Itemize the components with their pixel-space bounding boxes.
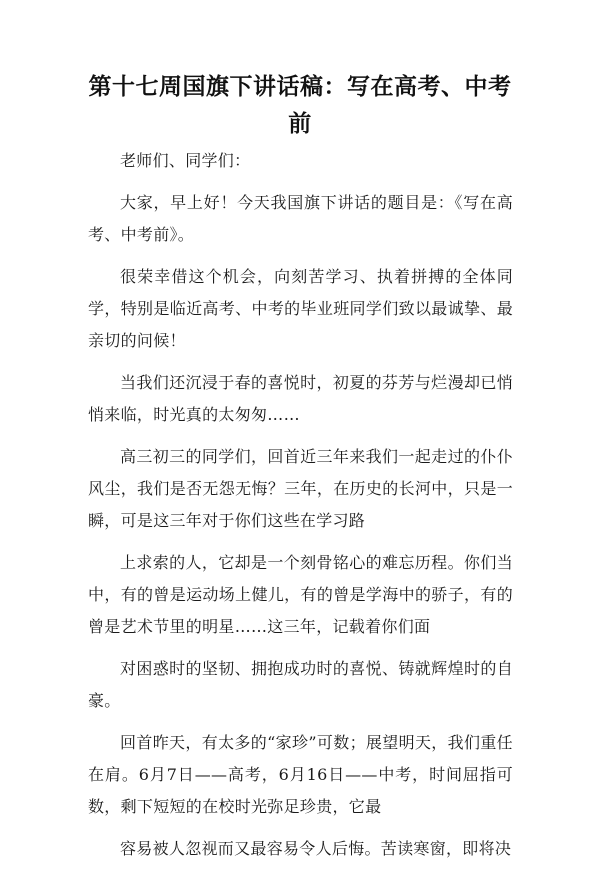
paragraph-salutation: 老师们、同学们：: [120, 151, 251, 170]
paragraph-exam-dates: 回首昨天，有太多的“家珍”可数；展望明天，我们重任在肩。6月7日——高考，6月16日——中考，时间屈指可数，剩下短短的在校时光弥足珍贵，它最: [88, 733, 513, 816]
paragraph-regret: 容易被人忽视而又最容易令人后悔。苦读寒窗，即将决: [120, 839, 512, 858]
paragraph-regards: 很荣幸借这个机会，向刻苦学习、执着拼搏的全体同学，特别是临近高考、中考的毕业班同学们致以最诚挚、最亲切的问候！: [88, 267, 513, 350]
paragraph-pride: 对困惑时的坚韧、拥抱成功时的喜悦、铸就辉煌时的自豪。: [88, 659, 513, 710]
paragraph-three-years: 高三初三的同学们，回首近三年来我们一起走过的仆仆风尘，我们是否无怨无悔？三年，在历史的长河中，只是一瞬，可是这三年对于你们这些在学习路: [88, 447, 513, 530]
paragraph-early-summer: 当我们还沉浸于春的喜悦时，初夏的芬芳与烂漫却已悄悄来临，时光真的太匆匆……: [88, 373, 513, 424]
document-title: 第十七周国旗下讲话稿：写在高考、中考前: [88, 73, 512, 137]
paragraph-journey: 上求索的人，它却是一个刻骨铭心的难忘历程。你们当中，有的曾是运动场上健儿，有的曾是学海中的骄子，有的曾是艺术节里的明星……这三年，记载着你们面: [88, 553, 513, 636]
paragraph-greeting: 大家，早上好！今天我国旗下讲话的题目是：《写在高考、中考前》。: [88, 193, 513, 244]
document-body: [88, 145, 513, 875]
